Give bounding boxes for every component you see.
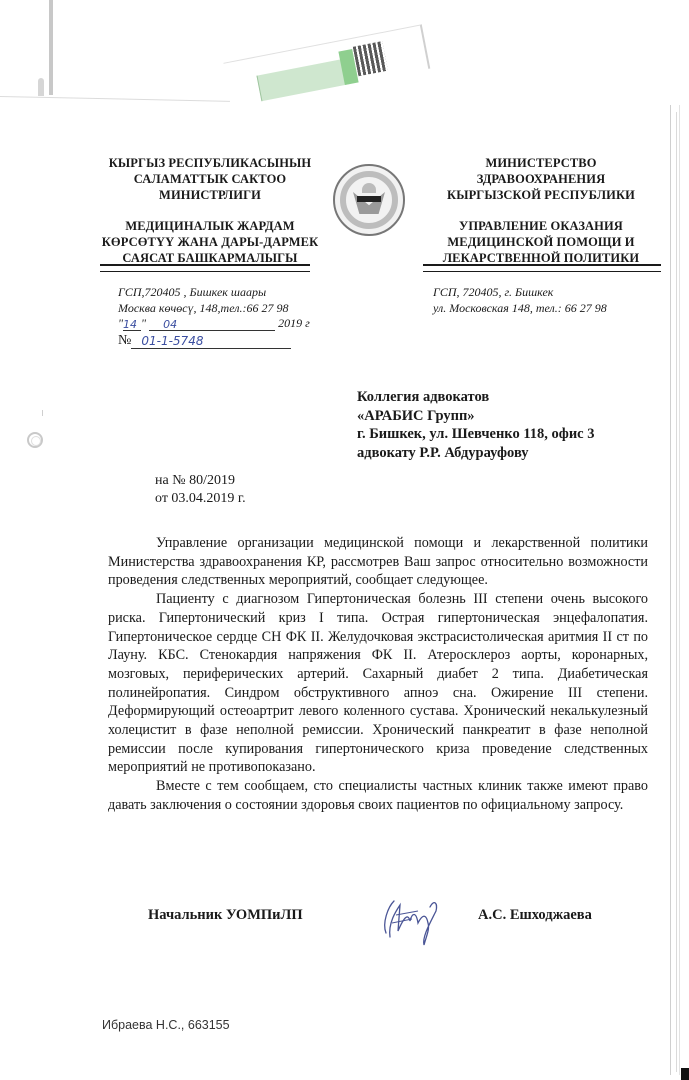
ministry-name-ky: КЫРГЫЗ РЕСПУБЛИКАСЫНЫН САЛАМАТТЫК САКТОО МИНИСТРЛИГИ <box>108 156 312 202</box>
qr-code-icon <box>353 41 388 76</box>
scan-speck <box>42 410 43 416</box>
outgoing-date: "14 " 04 2019 г <box>118 316 310 331</box>
executor-contact: Ибраева Н.С., 663155 <box>102 1018 230 1032</box>
date-year: 2019 г <box>278 316 310 330</box>
reference-date: от 03.04.2019 г. <box>155 491 246 506</box>
scan-corner <box>681 1068 689 1080</box>
body-paragraph: Пациенту с диагнозом Гипертоническая болезнь III степени очень высокого риска. Гипертонический криз I типа. Острая гипертоническая энцефалопатия. Гипертоническое сердце СН ФК II. Желудочковая экстрасистолическая аритмия II ст по Лауну. КБС. Стенокардия напряжения ФК II. Атеросклероз аорты, коронарных, мозговых, периферических артерий. Сахарный диабет 2 типа. Диабетическая полинейропатия. Синдром обструктивного апноэ сна. Ожирение III степени. Деформирующий остеоартрит левого коленного сустава. Хронический некалькулезный холецистит в фазе неполной ремиссии. Хронический панкреатит в фазе неполной ремиссии после купирования гипертонического криза проведение следственных мероприятий не противопоказано. <box>108 591 648 776</box>
background-sheet-edge <box>49 0 53 95</box>
reference-number: на № 80/2019 <box>155 473 235 488</box>
background-sheet-fold <box>0 96 230 102</box>
letterhead-left <box>100 155 320 266</box>
letterhead-rule-left <box>100 264 310 272</box>
state-emblem-icon <box>333 164 405 236</box>
letter-body <box>108 534 648 815</box>
ministry-name-ru: МИНИСТЕРСТВО ЗДРАВООХРАНЕНИЯ КЫРГЫЗСКОЙ РЕСПУБЛИКИ <box>447 156 635 202</box>
date-month: 04 <box>163 318 178 331</box>
number-handwritten: 01-1-5748 <box>141 334 204 348</box>
department-name-ky: МЕДИЦИНАЛЫК ЖАРДАМ КӨРСӨТҮҮ ЖАНА ДАРЫ-ДАРМЕК САЯСАТ БАШКАРМАЛЫГЫ <box>101 219 319 265</box>
signatory-name: А.С. Ешходжаева <box>478 907 592 923</box>
address-ru: ГСП, 720405, г. Бишкек ул. Московская 148, тел.: 66 27 98 <box>433 285 607 315</box>
address-ky: ГСП,720405 , Бишкек шаары Москва көчөсү, 148,тел.:66 27 98 <box>118 285 289 315</box>
letterhead-right <box>430 155 652 266</box>
background-receipt <box>223 24 430 107</box>
handwritten-signature-icon <box>378 893 448 948</box>
number-sign: № <box>118 333 132 348</box>
signatory-title: Начальник УОМПиЛП <box>148 907 303 923</box>
body-paragraph: Управление организации медицинской помощи и лекарственной политики Министерства здравоохранения КР, рассмотрев Ваш запрос относительно возможности проведения следственных мероприятий, сообщает следующее. <box>108 535 648 589</box>
body-paragraph: Вместе с тем сообщаем, сто специалисты частных клиник также имеют право давать заключения о состоянии здоровья своих пациентов по официальному запросу. <box>108 778 648 813</box>
reference-block <box>155 472 246 508</box>
outgoing-number <box>118 333 291 349</box>
department-name-ru: УПРАВЛЕНИЕ ОКАЗАНИЯ МЕДИЦИНСКОЙ ПОМОЩИ И ЛЕКАРСТВЕННОЙ ПОЛИТИКИ <box>442 219 640 265</box>
date-day: 14 <box>123 318 138 331</box>
punch-hole-icon <box>27 432 43 448</box>
receipt-green-table <box>256 58 350 101</box>
recipient-block: Коллегия адвокатов «АРАБИС Групп» г. Бишкек, ул. Шевченко 118, офис 3 адвокату Р.Р. Абдурауфову <box>357 389 595 461</box>
background-sheet-tab <box>38 78 44 96</box>
letterhead-rule-right <box>423 264 661 272</box>
page-stack-edge <box>676 112 683 1072</box>
